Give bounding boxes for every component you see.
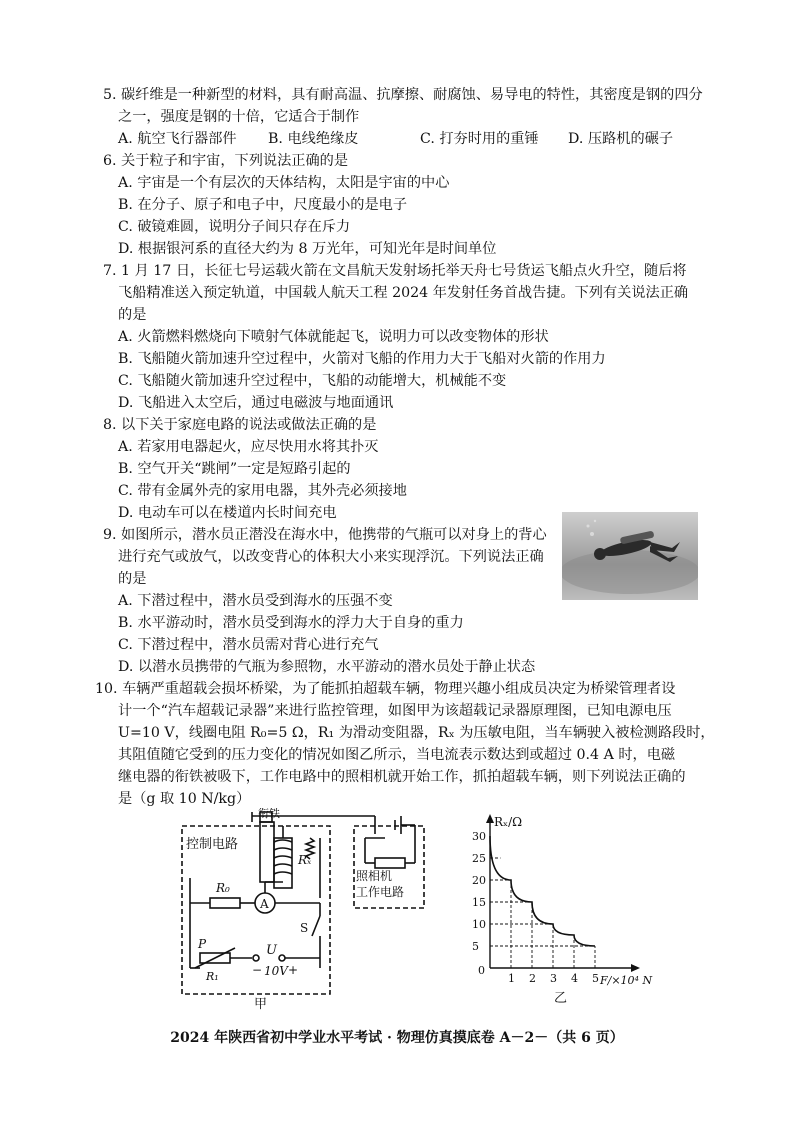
- q5-option-b: B. 电线绝缘皮: [268, 131, 359, 147]
- handwritten-voltage: 10V: [264, 964, 288, 978]
- graph-caption: 乙: [554, 991, 568, 1006]
- q6-option-a: A. 宇宙是一个有层次的天体结构，太阳是宇宙的中心: [118, 175, 450, 191]
- q6-option-d: D. 根据银河系的直径大约为 8 万光年，可知光年是时间单位: [118, 241, 497, 257]
- q5-line-1: 5. 碳纤维是一种新型的材料，具有耐高温、抗摩擦、耐腐蚀、易导电的特性，其密度是钢的四分: [103, 87, 703, 103]
- q5-option-a: A. 航空飞行器部件: [118, 131, 237, 147]
- x-tick-label: 1: [508, 972, 515, 985]
- y-tick-label: 20: [472, 874, 486, 887]
- x-axis-label: F/×10⁴ N: [600, 974, 653, 987]
- q6-option-b: B. 在分子、原子和电子中，尺度最小的是电子: [118, 197, 408, 213]
- q10-line-4: 其阻值随它受到的压力变化的情况如图乙所示，当电流表示数达到或超过 0.4 A 时，电磁: [118, 747, 676, 763]
- y-axis-label: Rₓ/Ω: [494, 815, 523, 829]
- minus-label: −: [252, 963, 263, 977]
- q7-option-a: A. 火箭燃料燃烧向下喷射气体就能起飞，说明力可以改变物体的形状: [118, 329, 549, 345]
- q9-line-2: 进行充气或放气，以改变背心的体积大小来实现浮沉。下列说法正确: [118, 549, 544, 565]
- x-tick-label: 4: [571, 972, 578, 985]
- y-tick-label: 25: [472, 852, 486, 865]
- q7-option-c: C. 飞船随火箭加速升空过程中，飞船的动能增大，机械能不变: [118, 373, 507, 389]
- q6-stem: 6. 关于粒子和宇宙，下列说法正确的是: [103, 153, 349, 169]
- rx-force-graph: [450, 812, 670, 1012]
- q7-line-3: 的是: [118, 307, 147, 323]
- circuit-diagram: [170, 808, 440, 1016]
- y-tick-label: 5: [472, 940, 479, 953]
- x-tick-label: 5: [592, 972, 599, 985]
- q8-stem: 8. 以下关于家庭电路的说法或做法正确的是: [103, 417, 377, 433]
- q5-option-c: C. 打夯时用的重锤: [420, 131, 539, 147]
- q8-option-a: A. 若家用电器起火，应尽快用水将其扑灭: [118, 439, 379, 455]
- q9-option-a: A. 下潜过程中，潜水员受到海水的压强不变: [118, 593, 393, 609]
- diver-photo: [562, 512, 698, 600]
- y-tick-label: 15: [472, 896, 486, 909]
- q10-line-1: 10. 车辆严重超载会损坏桥梁，为了能抓拍超载车辆，物理兴趣小组成员决定为桥梁管理者设: [95, 681, 676, 697]
- q9-option-c: C. 下潜过程中，潜水员需对背心进行充气: [118, 637, 379, 653]
- plus-label: +: [288, 963, 299, 977]
- q9-line-3: 的是: [118, 571, 147, 587]
- q9-option-b: B. 水平游动时，潜水员受到海水的浮力大于自身的重力: [118, 615, 464, 631]
- q7-line-2: 飞船精准送入预定轨道，中国载人航天工程 2024 年发射任务首战告捷。下列有关说法正确: [118, 285, 689, 301]
- q6-option-c: C. 破镜难圆，说明分子间只存在斥力: [118, 219, 351, 235]
- rx-label: Rₓ: [298, 853, 312, 867]
- q8-option-b: B. 空气开关“跳闸”一定是短路引起的: [118, 461, 351, 477]
- circuit-caption: 甲: [254, 997, 268, 1012]
- x-tick-label: 2: [529, 972, 536, 985]
- q10-line-6: 是（g 取 10 N/kg）: [118, 791, 251, 807]
- page-footer: 2024 年陕西省初中学业水平考试 · 物理仿真摸底卷 A－2－（共 6 页）: [170, 1030, 624, 1046]
- x-tick-label: 3: [550, 972, 557, 985]
- ammeter-label: A: [260, 897, 269, 911]
- q9-line-1: 9. 如图所示，潜水员正潜没在海水中，他携带的气瓶可以对身上的背心: [103, 527, 547, 543]
- y-axis-arrow: [486, 814, 494, 823]
- camera-label-1: 照相机: [356, 869, 393, 883]
- u-label: U: [266, 943, 277, 958]
- q8-option-c: C. 带有金属外壳的家用电器，其外壳必须接地: [118, 483, 407, 499]
- camera-label-2: 工作电路: [356, 885, 405, 899]
- q7-option-d: D. 飞船进入太空后，通过电磁波与地面通讯: [118, 395, 394, 411]
- y-tick-label: 30: [472, 830, 486, 843]
- switch-label: S: [300, 921, 309, 935]
- control-circuit-label: 控制电路: [186, 837, 239, 852]
- q5-option-d: D. 压路机的碾子: [568, 131, 674, 147]
- q7-line-1: 7. 1 月 17 日，长征七号运载火箭在文昌航天发射场托举天舟七号货运飞船点火升空，随后将: [103, 263, 687, 279]
- x-axis-arrow: [631, 964, 640, 972]
- y-tick-label: 10: [472, 918, 486, 931]
- q10-line-3: U=10 V，线圈电阻 R₀=5 Ω，R₁ 为滑动变阻器，Rₓ 为压敏电阻，当车辆驶入被检测路段时，: [118, 725, 715, 741]
- q7-option-b: B. 飞船随火箭加速升空过程中，火箭对飞船的作用力大于飞船对火箭的作用力: [118, 351, 606, 367]
- q8-option-d: D. 电动车可以在楼道内长时间充电: [118, 505, 337, 521]
- q10-line-5: 继电器的衔铁被吸下，工作电路中的照相机就开始工作，抓拍超载车辆，则下列说法正确的: [118, 769, 686, 785]
- q9-option-d: D. 以潜水员携带的气瓶为参照物，水平游动的潜水员处于静止状态: [118, 659, 536, 675]
- slider-p-label: P: [198, 937, 207, 951]
- origin-label: 0: [478, 964, 485, 977]
- armature-label: 衔铁: [258, 808, 280, 820]
- rx-curve: [490, 836, 595, 946]
- r1-label: R₁: [206, 970, 219, 983]
- q10-line-2: 计一个“汽车超载记录器”来进行监控管理，如图甲为该超载记录器原理图，已知电源电压: [118, 703, 672, 719]
- q5-line-2: 之一，强度是钢的十倍，它适合于制作: [118, 109, 360, 125]
- r0-label: R₀: [216, 881, 230, 895]
